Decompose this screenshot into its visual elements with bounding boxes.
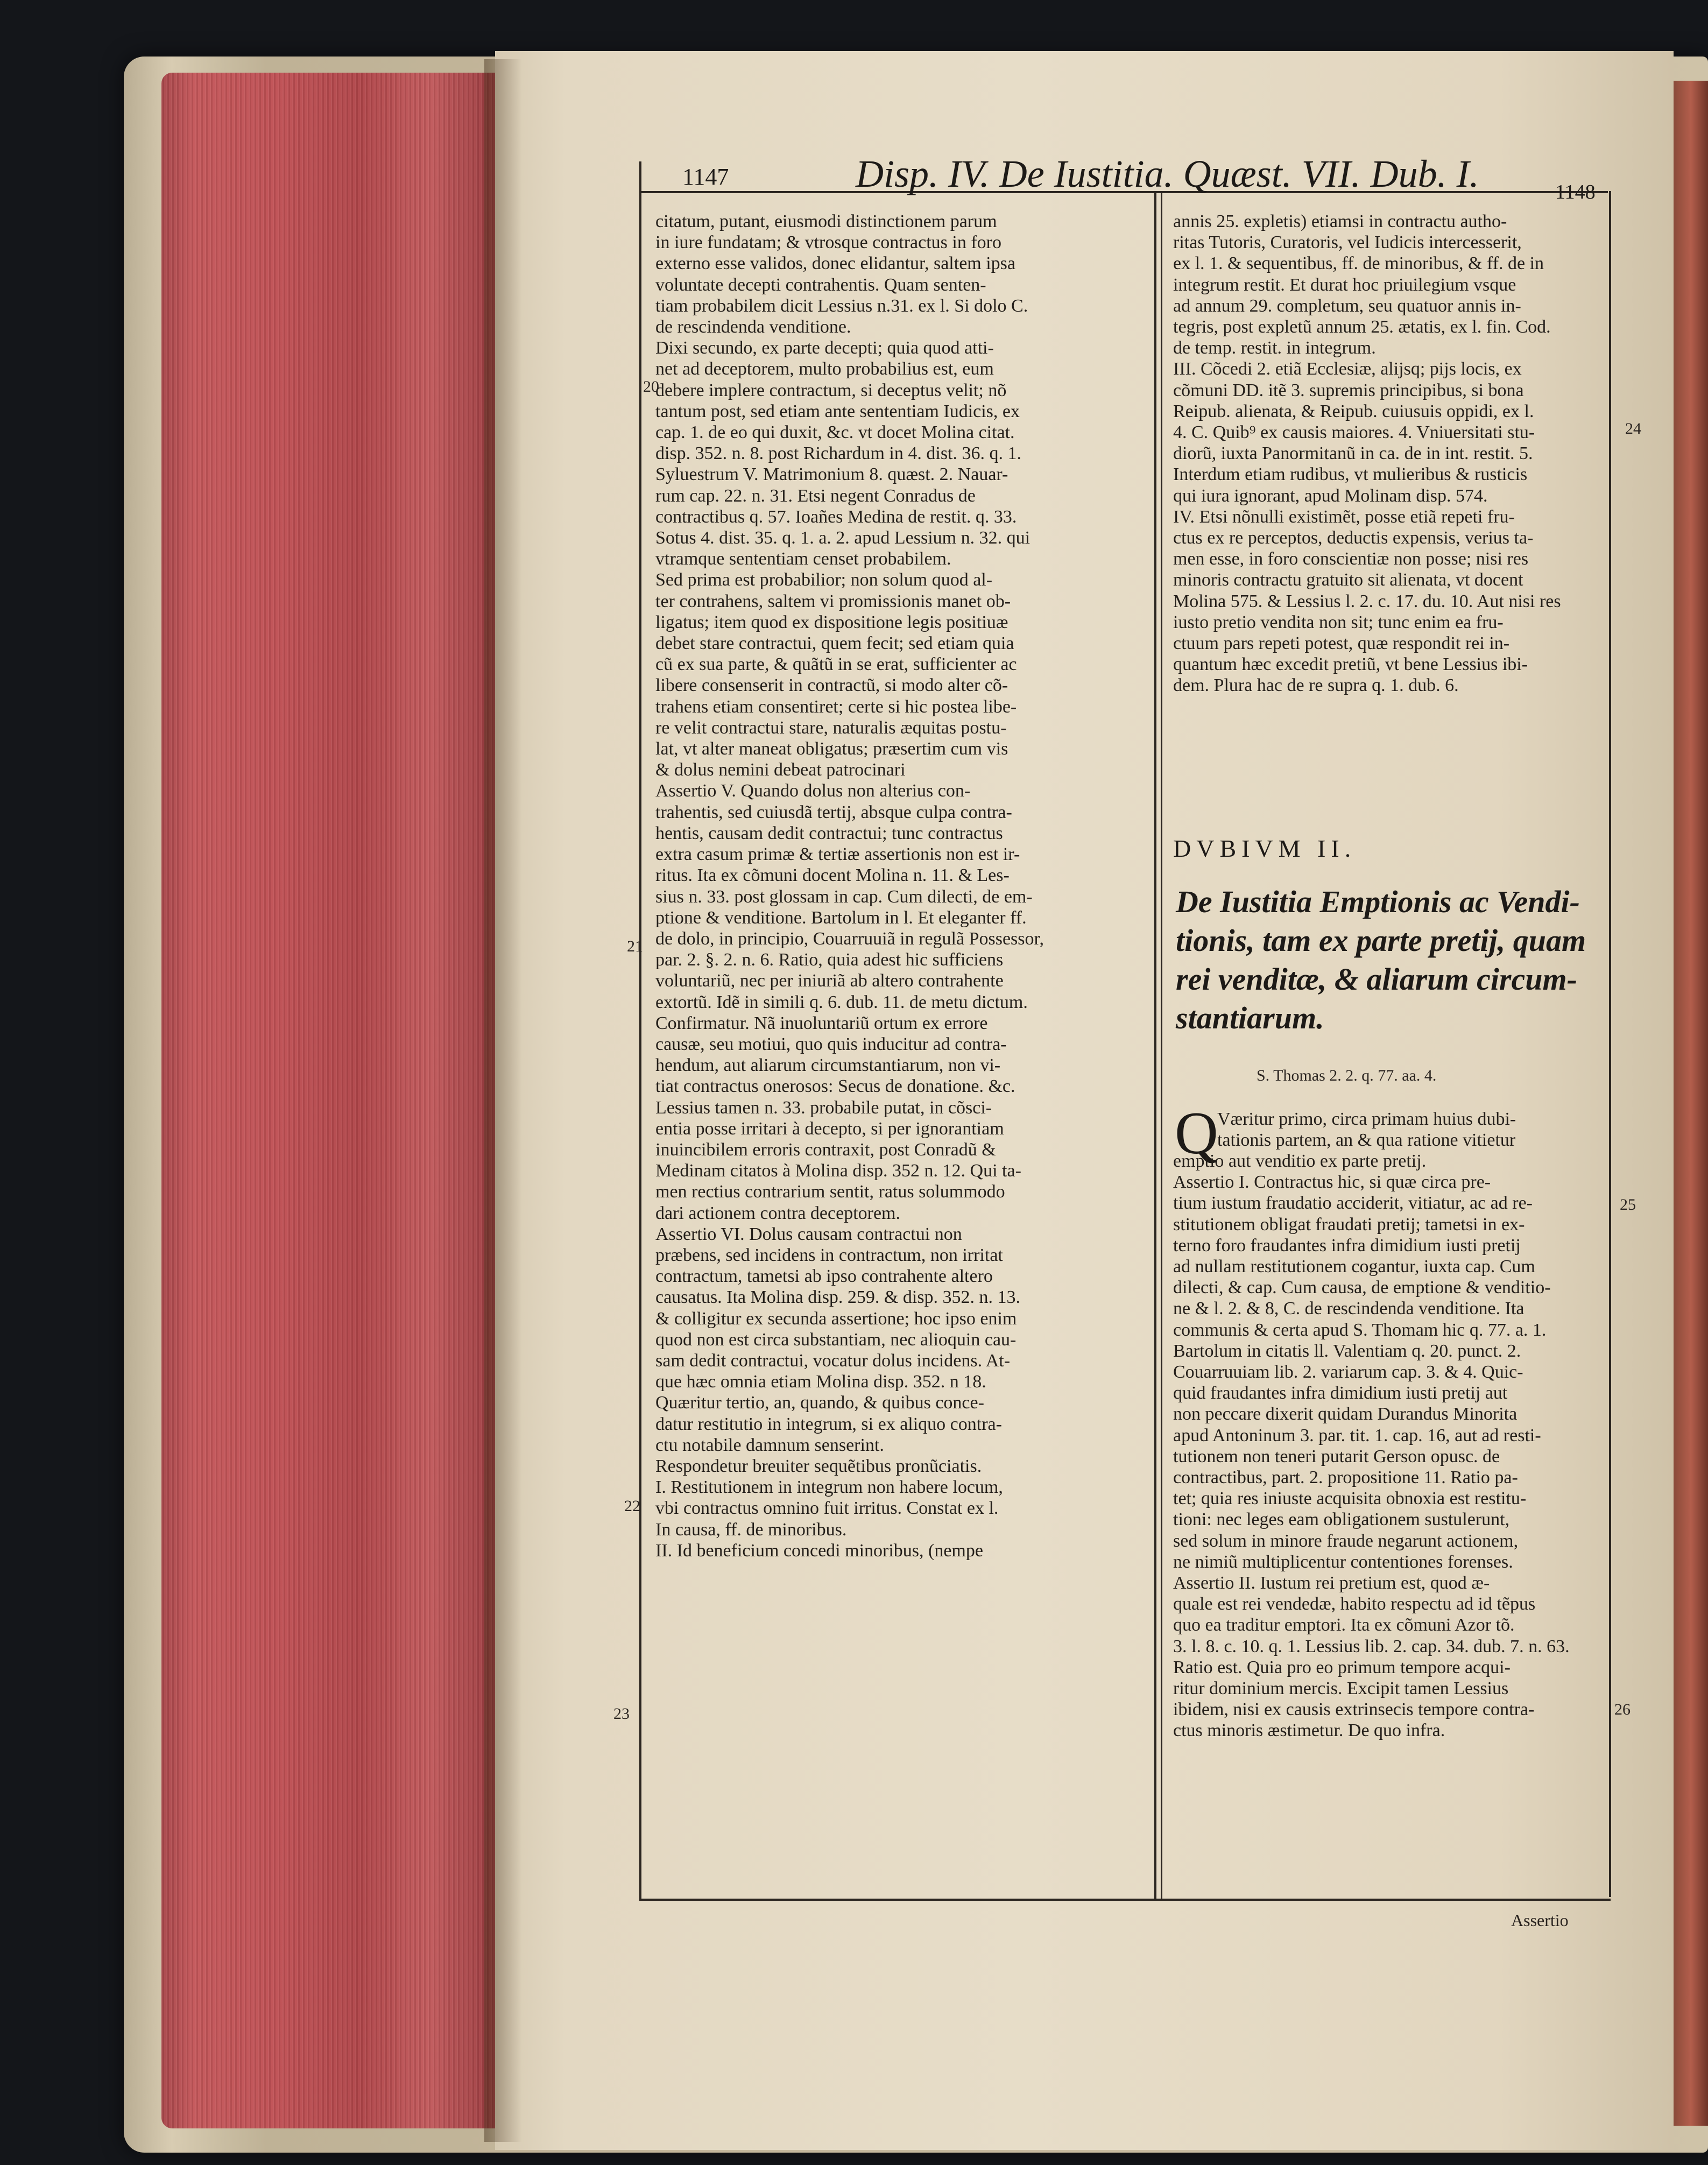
- text-line: Sed prima est probabilior; non solum quod al-: [655, 570, 993, 590]
- text-line: Ratio est. Quia pro eo primum tempore acqui-: [1173, 1657, 1511, 1677]
- text-line: Assertio I. Contractus hic, si quæ circa pre-: [1173, 1172, 1491, 1193]
- text-line: iusto pretio vendita non sit; tunc enim ea fru-: [1173, 612, 1504, 632]
- text-line: I. Restitutionem in integrum non habere locum,: [655, 1477, 1003, 1498]
- text-line: hendum, aut aliarum circumstantiarum, non vi-: [655, 1055, 1001, 1076]
- text-line: tantum post, sed etiam ante sententiam Iudicis, ex: [655, 401, 1020, 421]
- text-line: voluntariũ, nec per iniuriã ab altero contrahente: [655, 971, 1004, 991]
- text-line: II. Id beneficium concedi minoribus, (nempe: [655, 1540, 983, 1561]
- text-line: quantum hæc excedit pretiũ, vt bene Lessius ibi-: [1173, 654, 1528, 675]
- text-line: & dolus nemini debeat patrocinari: [655, 760, 906, 780]
- text-line: cõmuni DD. itẽ 3. supremis principibus, si bona: [1173, 380, 1524, 400]
- text-line: ctus minoris æstimetur. De quo infra.: [1173, 1720, 1445, 1741]
- running-title: Disp. IV. De Iustitia. Quæst. VII. Dub. I.: [856, 152, 1479, 195]
- center-frame-rule-1: [1154, 191, 1156, 1900]
- text-line: Lessius tamen n. 33. probabile putat, in cõsci-: [655, 1097, 992, 1118]
- text-line: vtramque sententiam censet probabilem.: [655, 549, 951, 569]
- text-line: tiam probabilem dicit Lessius n.31. ex l. Si dolo C.: [655, 295, 1028, 316]
- text-line: de dolo, in principio, Couarruuiã in regulã Possessor,: [655, 928, 1044, 949]
- text-line: Couarruuiam lib. 2. variarum cap. 3. & 4. Quic-: [1173, 1362, 1523, 1383]
- drop-cap: Q: [1175, 1100, 1218, 1167]
- text-line: lat, vt alter maneat obligatus; præsertim cum vis: [655, 739, 1008, 759]
- dubium-title-line: stantiarum.: [1176, 1000, 1324, 1035]
- text-line: annis 25. expletis) etiamsi in contractu autho-: [1173, 211, 1507, 231]
- text-line: ctu notabile damnum senserint.: [655, 1435, 884, 1455]
- dubium-title-line: rei venditæ, & aliarum circum-: [1176, 962, 1577, 997]
- text-line: quo ea traditur emptori. Ita ex cõmuni Azor tõ.: [1173, 1615, 1515, 1635]
- text-line: Respondetur breuiter sequẽtibus pronũciatis.: [655, 1456, 982, 1476]
- red-page-edges: [161, 73, 495, 2128]
- text-line: stitutionem obligat fraudati pretij; tametsi in ex-: [1173, 1214, 1525, 1235]
- bottom-rule: [639, 1899, 1611, 1901]
- margin-number: 24: [1625, 420, 1641, 438]
- margin-number: 26: [1614, 1701, 1631, 1718]
- text-line: disp. 352. n. 8. post Richardum in 4. dist. 36. q. 1.: [655, 443, 1021, 464]
- text-line: ligatus; item quod ex dispositione legis positiuæ: [655, 612, 1008, 632]
- text-line: tiat contractus onerosos: Secus de donatione. &c.: [655, 1076, 1015, 1097]
- right-frame-rule: [1609, 191, 1611, 1897]
- text-line: cap. 1. de eo qui duxit, &c. vt docet Molina citat.: [655, 422, 1015, 443]
- text-line: ritur dominium mercis. Excipit tamen Lessius: [1173, 1679, 1509, 1699]
- text-line: 4. C. Quib⁹ ex causis maiores. 4. Vniuersitati stu-: [1173, 422, 1535, 443]
- text-line: citatum, putant, eiusmodi distinctionem parum: [655, 211, 997, 231]
- right-text-column-bottom: [1173, 1151, 1604, 1741]
- text-line: Medinam citatos à Molina disp. 352 n. 12. Qui ta-: [655, 1161, 1021, 1181]
- right-text-column-indented: [1217, 1109, 1605, 1151]
- text-line: vbi contractus omnino fuit irritus. Constat ex l.: [655, 1498, 999, 1519]
- text-line: dilecti, & cap. Cum causa, de emptione & venditio-: [1173, 1278, 1551, 1298]
- text-line: ne nimiũ multiplicentur contentiones forenses.: [1173, 1552, 1513, 1572]
- text-line: Assertio V. Quando dolus non alterius con-: [655, 781, 971, 801]
- text-line: diorũ, iuxta Panormitanũ in ca. de in int. restit. 5.: [1173, 443, 1533, 464]
- text-line: tioni: nec leges eam obligationem sustulerunt,: [1173, 1510, 1510, 1530]
- text-line: Sotus 4. dist. 35. q. 1. a. 2. apud Lessium n. 32. qui: [655, 528, 1031, 548]
- text-line: libere consenserit in contractũ, si modo alter cõ-: [655, 675, 1008, 696]
- text-line: 3. l. 8. c. 10. q. 1. Lessius lib. 2. cap. 34. dub. 7. n. 63.: [1173, 1636, 1570, 1656]
- text-line: sius n. 33. post glossam in cap. Cum dilecti, de em-: [655, 886, 1033, 907]
- text-line: Syluestrum V. Matrimonium 8. quæst. 2. Nauar-: [655, 464, 1008, 485]
- text-line: ritas Tutoris, Curatoris, vel Iudicis intercesserit,: [1173, 232, 1522, 253]
- text-line: dem. Plura hac de re supra q. 1. dub. 6.: [1173, 675, 1459, 696]
- text-line: debere implere contractum, si deceptus velit; nõ: [655, 380, 1007, 400]
- text-line: causæ, seu motiui, quo quis inducitur ad contra-: [655, 1034, 1007, 1054]
- text-line: Reipub. alienata, & Reipub. cuiusuis oppidi, ex l.: [1173, 401, 1534, 421]
- text-line: ad annum 29. completum, seu quatuor annis in-: [1173, 295, 1521, 316]
- text-line: extortũ. Idẽ in simili q. 6. dub. 11. de metu dictum.: [655, 992, 1028, 1012]
- text-line: ne & l. 2. & 8, C. de rescindenda venditione. Ita: [1173, 1299, 1525, 1319]
- text-line: IV. Etsi nõnulli existimẽt, posse etiã repeti fru-: [1173, 506, 1515, 527]
- text-line: men rectius contrarium sentit, ratus solummodo: [655, 1182, 1005, 1202]
- text-line: minoris contractu gratuito sit alienata, vt docent: [1173, 570, 1523, 590]
- text-line: & colligitur ex secunda assertione; hoc ipso enim: [655, 1308, 1017, 1329]
- text-line: ibidem, nisi ex causis extrinsecis tempore contra-: [1173, 1699, 1535, 1720]
- text-line: de rescindenda venditione.: [655, 317, 851, 337]
- text-line: causatus. Ita Molina disp. 259. & disp. 352. n. 13.: [655, 1287, 1021, 1308]
- text-line: non peccare dixerit quidam Durandus Minorita: [1173, 1404, 1518, 1424]
- text-line: externo esse validos, donec elidantur, saltem ipsa: [655, 253, 1015, 274]
- text-line: communis & certa apud S. Thomam hic q. 77. a. 1.: [1173, 1320, 1547, 1340]
- text-line: ad nullam restitutionem cogantur, iuxta cap. Cum: [1173, 1257, 1535, 1277]
- text-line: ctus ex re perceptos, deductis expensis, verius ta-: [1173, 528, 1534, 548]
- text-line: ptione & venditione. Bartolum in l. Et eleganter ff.: [655, 907, 1027, 928]
- margin-number: 25: [1620, 1196, 1636, 1214]
- text-line: men esse, in foro conscientiæ non posse; nisi res: [1173, 549, 1529, 569]
- right-page-number: 1148: [1555, 181, 1596, 203]
- text-line: re velit contractui stare, naturalis æquitas postu-: [655, 717, 1007, 738]
- text-line: contractibus, part. 2. propositione 11. Ratio pa-: [1173, 1468, 1518, 1488]
- text-line: Confirmatur. Nã inuoluntariũ ortum ex errore: [655, 1013, 988, 1033]
- dubium-title: [1176, 883, 1586, 1038]
- text-line: ter contrahens, saltem vi promissionis manet ob-: [655, 591, 1011, 611]
- text-line: hentis, causam dedit contractui; tunc contractus: [655, 823, 1003, 843]
- next-page-edge: [1674, 81, 1708, 2126]
- text-line: Væritur primo, circa primam huius dubi-: [1217, 1109, 1516, 1129]
- right-text-column-top: [1173, 211, 1604, 696]
- text-line: voluntate decepti contrahentis. Quam senten-: [655, 274, 986, 295]
- text-line: terno foro fraudantes infra dimidium iusti pretij: [1173, 1235, 1521, 1256]
- text-line: quale est rei vendedæ, habito respectu ad id tẽpus: [1173, 1594, 1536, 1614]
- text-line: datur restitutio in integrum, si ex aliquo contra-: [655, 1414, 1002, 1434]
- text-line: par. 2. §. 2. n. 6. Ratio, quia adest hic sufficiens: [655, 950, 1004, 970]
- left-frame-rule: [639, 161, 641, 1900]
- text-line: que hæc omnia etiam Molina disp. 352. n 18.: [655, 1372, 986, 1392]
- text-line: tutionem non teneri putarit Gerson opusc. de: [1173, 1446, 1500, 1466]
- text-line: dari actionem contra deceptorem.: [655, 1203, 900, 1223]
- text-line: tegris, post expletũ annum 25. ætatis, ex l. fin. Cod.: [1173, 317, 1551, 337]
- text-line: contractibus q. 57. Ioañes Medina de restit. q. 33.: [655, 506, 1017, 527]
- text-line: ctuum pars repeti potest, quæ respondit rei in-: [1173, 633, 1510, 654]
- text-line: qui iura ignorant, apud Molinam disp. 574.: [1173, 485, 1488, 506]
- text-line: Quæritur tertio, an, quando, & quibus conce-: [655, 1393, 984, 1413]
- margin-number: 22: [624, 1497, 640, 1515]
- text-line: Assertio VI. Dolus causam contractui non: [655, 1224, 962, 1244]
- text-line: tet; quia res iniuste acquisita obnoxia est restitu-: [1173, 1489, 1527, 1509]
- text-line: Interdum etiam rudibus, vt mulieribus & rusticis: [1173, 464, 1528, 485]
- left-text-column: [655, 211, 1142, 1561]
- gutter-shadow: [484, 59, 522, 2142]
- text-line: net ad deceptorem, multo probabilius est, eum: [655, 359, 994, 379]
- text-line: Molina 575. & Lessius l. 2. c. 17. du. 10. Aut nisi res: [1173, 591, 1561, 611]
- text-line: in iure fundatam; & vtrosque contractus in foro: [655, 232, 1001, 253]
- text-line: quod non est circa substantiam, nec alioquin cau-: [655, 1329, 1017, 1350]
- text-line: sam dedit contractui, vocatur dolus incidens. At-: [655, 1350, 1011, 1371]
- text-line: tium iustum fraudatio acciderit, vitiatur, ac ad re-: [1173, 1193, 1533, 1214]
- text-line: de temp. restit. in integrum.: [1173, 338, 1376, 358]
- text-line: ritus. Ita ex cõmuni docent Molina n. 11. & Les-: [655, 865, 1010, 886]
- text-line: quid fraudantes infra dimidium iusti pretij aut: [1173, 1383, 1508, 1404]
- text-line: rum cap. 22. n. 31. Etsi negent Conradus de: [655, 485, 976, 506]
- margin-number: 21: [627, 937, 643, 955]
- text-line: extra casum primæ & tertiæ assertionis non est ir-: [655, 844, 1020, 865]
- text-line: integrum restit. Et durat hoc priuilegium vsque: [1173, 274, 1516, 295]
- text-line: trahentis, sed cuiusdã tertij, absque culpa contra-: [655, 802, 1012, 822]
- text-line: debet stare contractui, quem fecit; sed etiam quia: [655, 633, 1014, 654]
- text-line: contractum, tametsi ab ipso contrahente altero: [655, 1266, 993, 1287]
- margin-number: 20: [643, 378, 659, 396]
- text-line: ex l. 1. & sequentibus, ff. de minoribus, & ff. de in: [1173, 253, 1544, 274]
- text-line: trahens etiam consentiret; certe si hic postea libe-: [655, 696, 1017, 717]
- text-line: cũ ex sua parte, & quãtũ in se erat, sufficienter ac: [655, 654, 1017, 675]
- left-page-number: 1147: [682, 164, 729, 190]
- citation: S. Thomas 2. 2. q. 77. aa. 4.: [1257, 1067, 1437, 1084]
- text-line: Dixi secundo, ex parte decepti; quia quod atti-: [655, 338, 994, 358]
- text-line: Bartolum in citatis ll. Valentiam q. 20. punct. 2.: [1173, 1341, 1521, 1361]
- text-line: apud Antoninum 3. par. tit. 1. cap. 16, aut ad resti-: [1173, 1425, 1541, 1445]
- dubium-title-line: tionis, tam ex parte pretij, quam: [1176, 923, 1586, 958]
- dubium-title-line: De Iustitia Emptionis ac Vendi-: [1176, 884, 1580, 919]
- center-frame-rule-2: [1161, 191, 1162, 1900]
- text-line: entia posse irritari à decepto, si per ignorantiam: [655, 1118, 1004, 1139]
- text-line: emptio aut venditio ex parte pretij.: [1173, 1151, 1427, 1171]
- margin-number: 23: [613, 1705, 630, 1723]
- text-line: tationis partem, an & qua ratione vitietur: [1217, 1130, 1516, 1151]
- text-line: præbens, sed incidens in contractum, non irritat: [655, 1245, 1003, 1265]
- text-line: Assertio II. Iustum rei pretium est, quod æ-: [1173, 1573, 1490, 1593]
- dubium-heading: DVBIVM II.: [1173, 835, 1357, 862]
- catchword: Assertio: [1511, 1910, 1569, 1930]
- text-line: In causa, ff. de minoribus.: [655, 1519, 847, 1540]
- text-line: sed solum in minore fraude negarunt actionem,: [1173, 1531, 1519, 1551]
- text-line: III. Cõcedi 2. etiã Ecclesiæ, alijsq; pijs locis, ex: [1173, 359, 1522, 379]
- text-line: inuincibilem erroris contraxit, post Conradũ &: [655, 1139, 996, 1160]
